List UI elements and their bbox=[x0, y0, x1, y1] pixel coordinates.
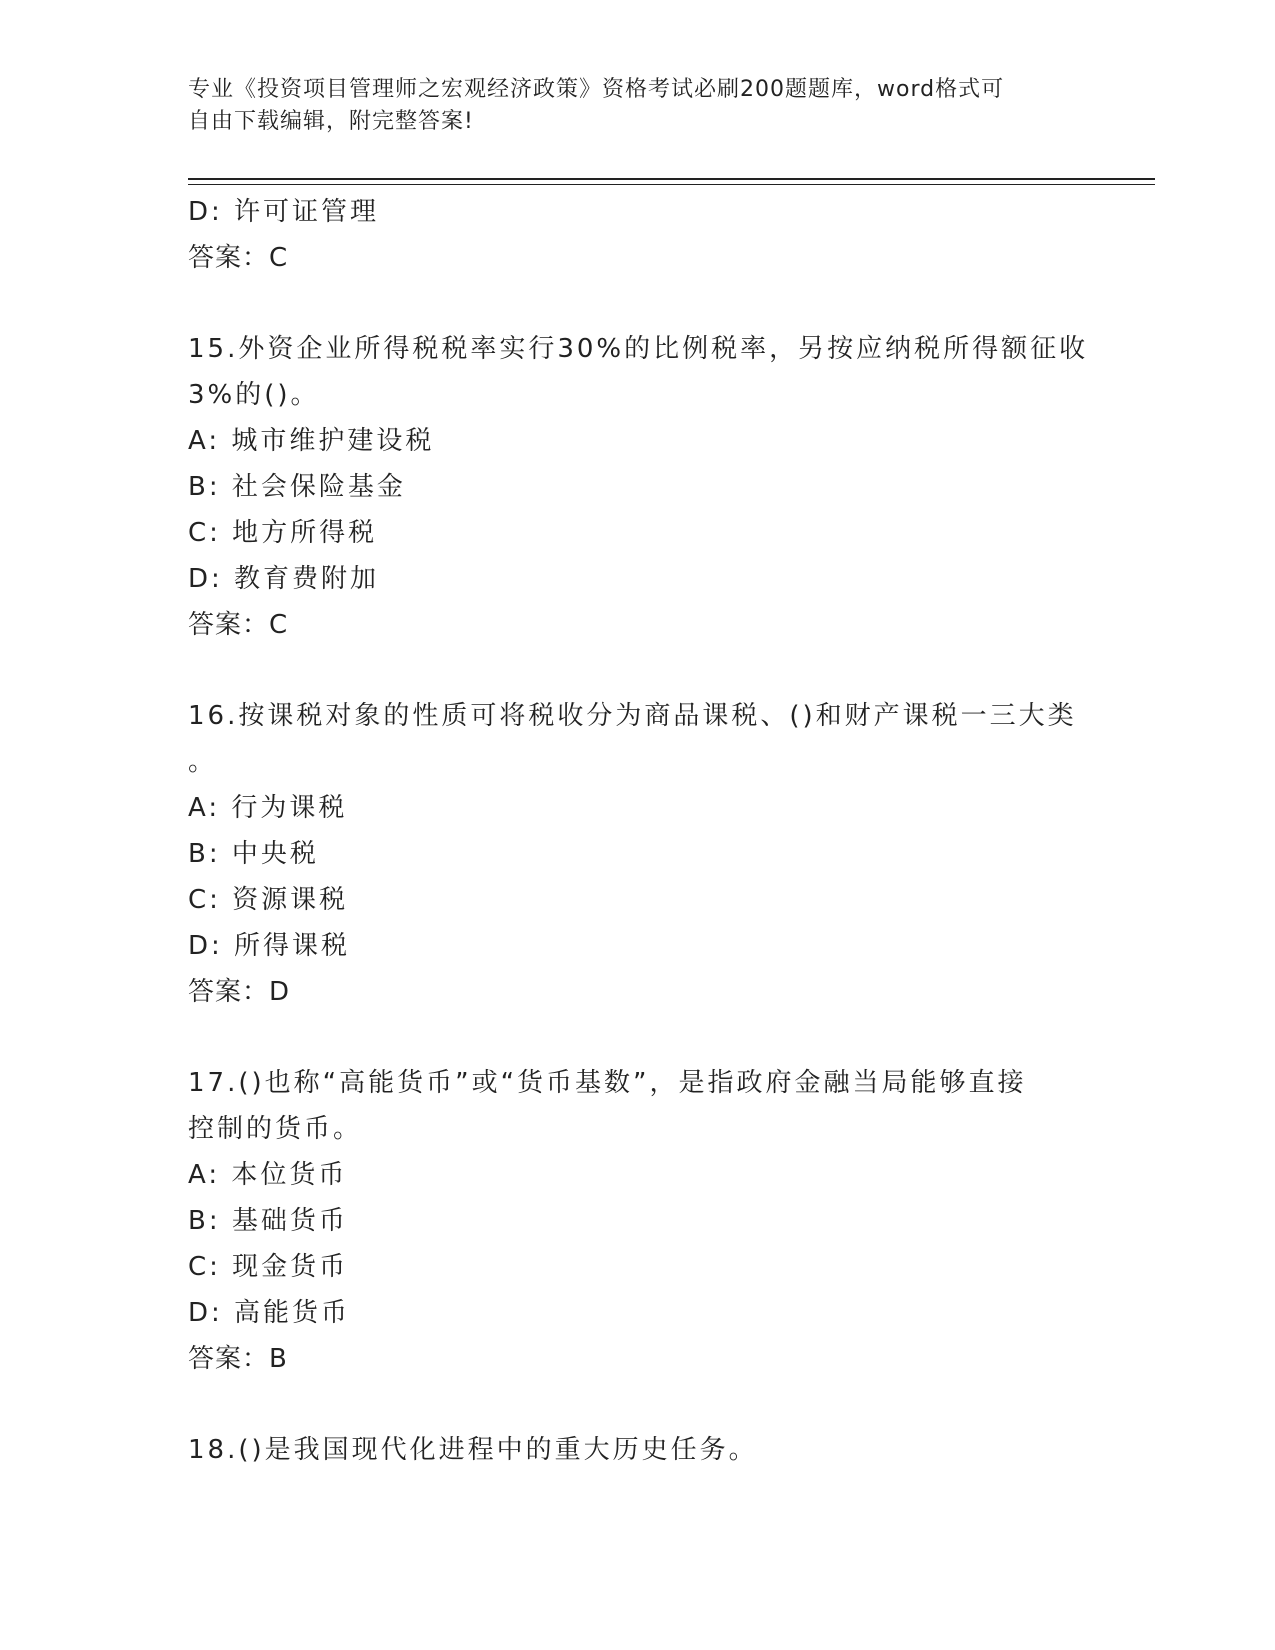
spacer bbox=[188, 1382, 1088, 1427]
question-text-line-2: 3%的()。 bbox=[188, 380, 320, 410]
question-text-line-1: 17.()也称“高能货币”或“货币基数”，是指政府金融当局能够直接 bbox=[188, 1068, 1027, 1098]
option-b: B: 社会保险基金 bbox=[188, 472, 406, 502]
prev-answer bbox=[188, 235, 1088, 281]
option-b: B: 中央税 bbox=[188, 839, 319, 869]
answer-label: 答案： bbox=[188, 1344, 270, 1374]
option-a: A: 行为课税 bbox=[188, 793, 348, 823]
prev-option-d: D: 许可证管理 bbox=[188, 197, 380, 227]
option-d: D: 教育费附加 bbox=[188, 564, 380, 594]
spacer bbox=[188, 1015, 1088, 1060]
option-d: D: 所得课税 bbox=[188, 931, 351, 961]
answer-value: C bbox=[269, 243, 291, 273]
question-text-line-1: 18.()是我国现代化进程中的重大历史任务。 bbox=[188, 1435, 758, 1465]
option-a: A: 本位货币 bbox=[188, 1160, 348, 1190]
question-18 bbox=[188, 1427, 1088, 1473]
option-b: B: 基础货币 bbox=[188, 1206, 348, 1236]
header-rule-thin bbox=[188, 184, 1155, 185]
document-header bbox=[188, 74, 1068, 138]
question-17 bbox=[188, 1060, 1088, 1382]
spacer bbox=[188, 648, 1088, 693]
answer-value: D bbox=[269, 977, 293, 1007]
answer-label: 答案： bbox=[188, 243, 270, 273]
option-c: C: 地方所得税 bbox=[188, 518, 378, 548]
header-line-2: 自由下载编辑，附完整答案! bbox=[188, 109, 474, 134]
question-text-line-2: 控制的货币。 bbox=[188, 1114, 363, 1144]
answer-label: 答案： bbox=[188, 977, 270, 1007]
question-15 bbox=[188, 326, 1088, 648]
answer bbox=[188, 969, 1088, 1015]
question-16 bbox=[188, 693, 1088, 1015]
answer-value: B bbox=[269, 1344, 290, 1374]
spacer bbox=[188, 281, 1088, 326]
option-a: A: 城市维护建设税 bbox=[188, 426, 435, 456]
question-content bbox=[188, 189, 1088, 1473]
header-line-1: 专业《投资项目管理师之宏观经济政策》资格考试必刷200题题库，word格式可 bbox=[188, 77, 1005, 102]
answer-value: C bbox=[269, 610, 291, 640]
answer-label: 答案： bbox=[188, 610, 270, 640]
header-rule-thick bbox=[188, 178, 1155, 180]
answer bbox=[188, 1336, 1088, 1382]
option-d: D: 高能货币 bbox=[188, 1298, 351, 1328]
question-text-line-2: 。 bbox=[188, 747, 218, 777]
answer bbox=[188, 602, 1088, 648]
option-c: C: 现金货币 bbox=[188, 1252, 349, 1282]
option-c: C: 资源课税 bbox=[188, 885, 349, 915]
question-text-line-1: 15.外资企业所得税税率实行30%的比例税率，另按应纳税所得额征收 bbox=[188, 334, 1089, 364]
question-text-line-1: 16.按课税对象的性质可将税收分为商品课税、()和财产课税一三大类 bbox=[188, 701, 1077, 731]
